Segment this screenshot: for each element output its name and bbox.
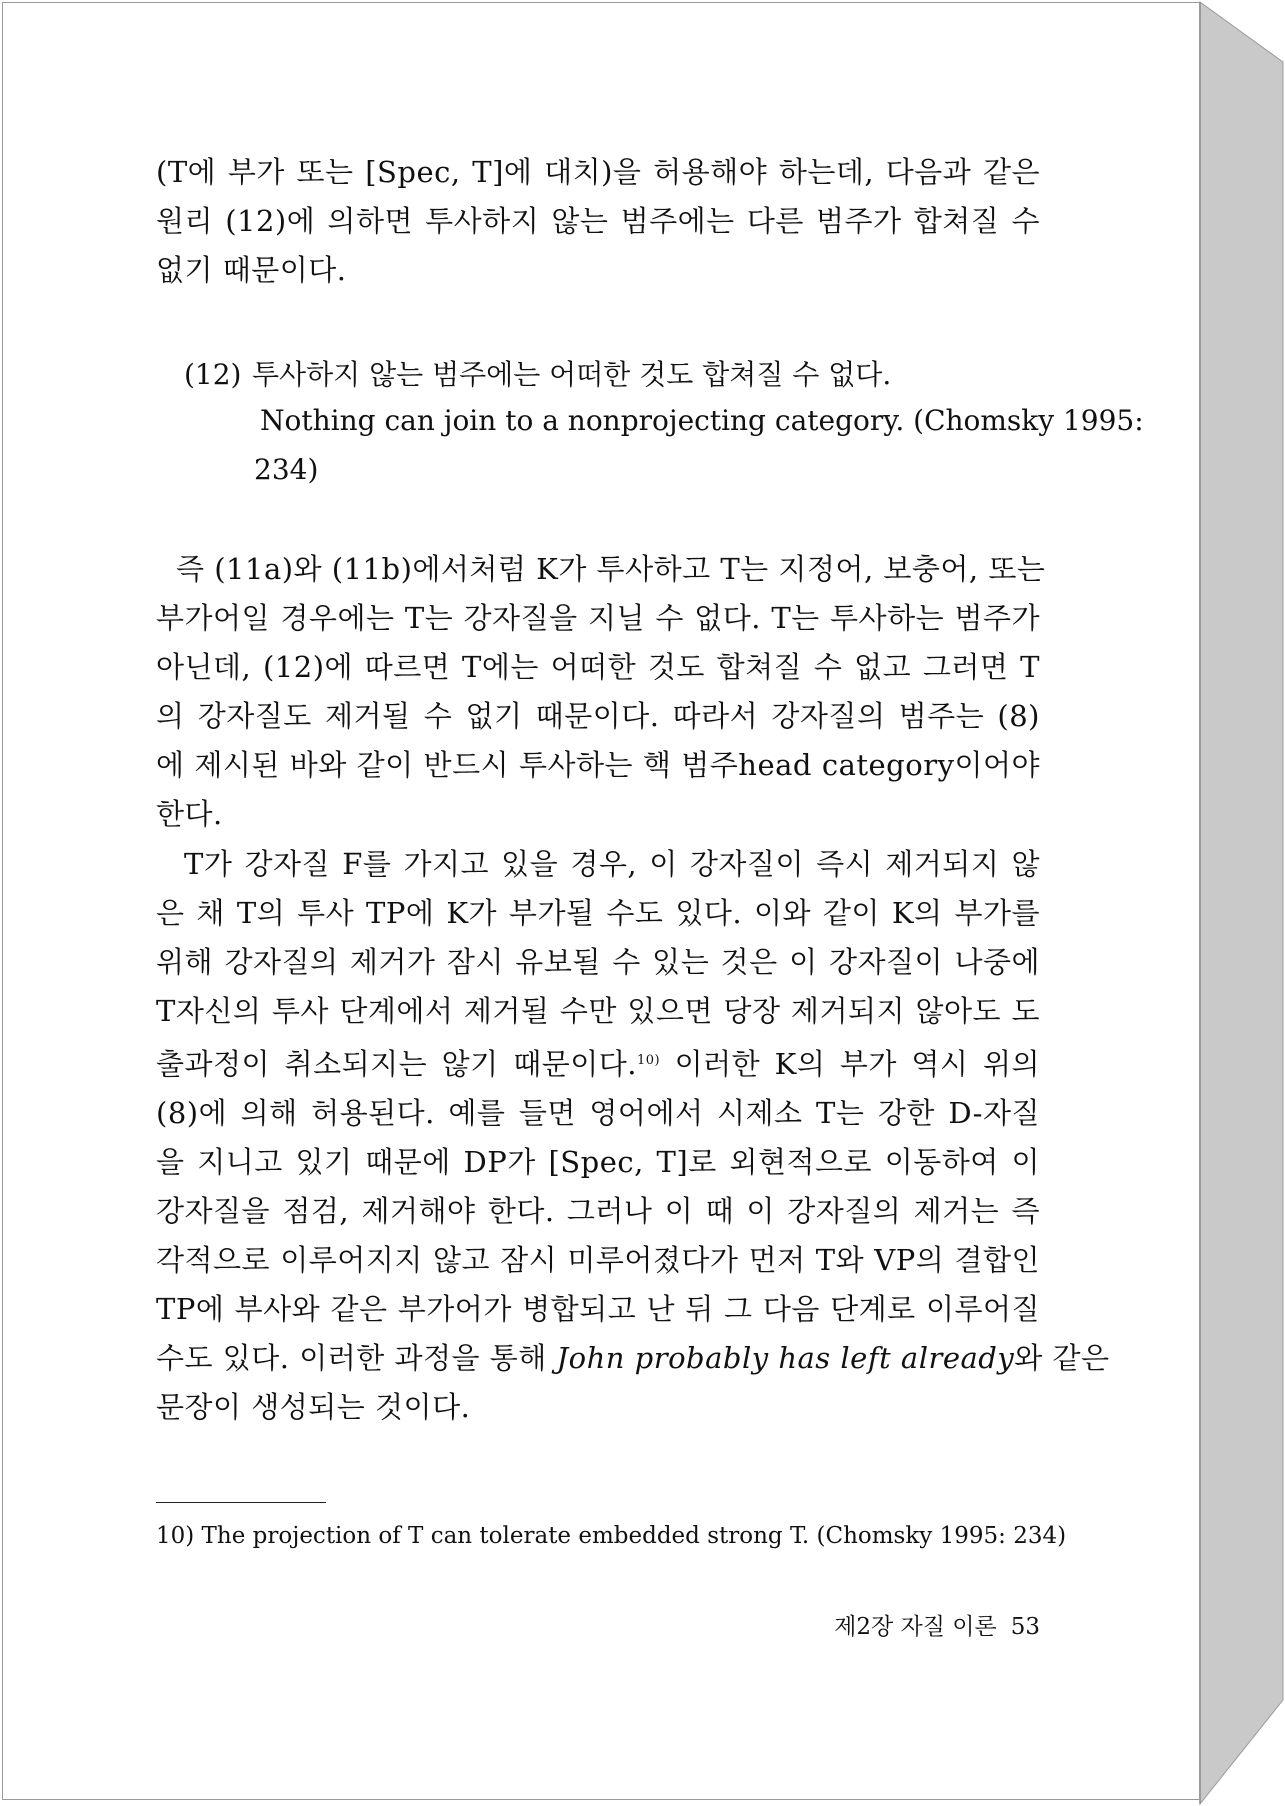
text-line: 을 지니고 있기 때문에 DP가 [Spec, T]로 외현적으로 이동하여 이 <box>156 1145 1040 1179</box>
text-segment: 출과정이 취소되지는 않기 때문이다. <box>156 1047 637 1081</box>
text-line: (8)에 의해 허용된다. 예를 들면 영어에서 시제소 T는 강한 D-자질 <box>156 1096 1040 1130</box>
running-footer <box>834 1612 1040 1642</box>
text-segment: 와 같은 <box>1014 1341 1110 1375</box>
page-number: 53 <box>1010 1614 1040 1640</box>
text-line: 각적으로 이루어지지 않고 잠시 미루어졌다가 먼저 T와 VP의 결합인 <box>156 1243 1040 1277</box>
footnote: 10) The projection of T can tolerate embedded strong T. (Chomsky 1995: 234) <box>156 1523 1067 1549</box>
text-line: (T에 부가 또는 [Spec, T]에 대치)을 허용해야 하는데, 다음과 같은 <box>156 155 1040 189</box>
text-segment: 수도 있다. 이러한 과정을 통해 <box>156 1341 547 1375</box>
paragraph-3 <box>156 840 1110 1432</box>
footnote-rule <box>156 1502 326 1503</box>
paragraph-2 <box>156 545 1046 839</box>
example-english-line: 234) <box>254 453 319 486</box>
text-segment: 이러한 K의 부가 역시 위의 <box>674 1047 1040 1081</box>
text-line: 없기 때문이다. <box>156 253 347 287</box>
text-line: 은 채 T의 투사 TP에 K가 부가될 수도 있다. 이와 같이 K의 부가를 <box>156 896 1040 930</box>
text-line: 에 제시된 바와 같이 반드시 투사하는 핵 범주head category이어야 <box>156 748 1040 782</box>
text-line: 아닌데, (12)에 따르면 T에는 어떠한 것도 합쳐질 수 없고 그러면 T <box>156 650 1040 684</box>
example-english-line: Nothing can join to a nonprojecting category. (Chomsky 1995: <box>260 404 1144 437</box>
text-line-with-footnote <box>156 1036 1040 1089</box>
text-line: 부가어일 경우에는 T는 강자질을 지닐 수 없다. T는 투사하는 범주가 <box>156 601 1040 635</box>
text-line: TP에 부사와 같은 부가어가 병합되고 난 뒤 그 다음 단계로 이루어질 <box>156 1292 1040 1326</box>
text-line: 한다. <box>156 797 223 831</box>
page-side-edge <box>1200 2 1283 1804</box>
footnote-marker: 10) <box>636 1053 661 1068</box>
text-line: T가 강자질 F를 가지고 있을 경우, 이 강자질이 즉시 제거되지 않 <box>184 847 1040 881</box>
text-line: 즉 (11a)와 (11b)에서처럼 K가 투사하고 T는 지정어, 보충어, 또는 <box>176 552 1046 586</box>
text-line: 원리 (12)에 의하면 투사하지 않는 범주에는 다른 범주가 합쳐질 수 <box>156 204 1040 238</box>
text-line: 강자질을 점검, 제거해야 한다. 그러나 이 때 이 강자질의 제거는 즉 <box>156 1194 1040 1228</box>
example-number: (12) <box>184 358 242 391</box>
example-korean: 투사하지 않는 범주에는 어떠한 것도 합쳐질 수 없다. <box>252 358 892 391</box>
chapter-title: 제2장 자질 이론 <box>834 1614 997 1640</box>
text-line: 위해 강자질의 제거가 잠시 유보될 수 있는 것은 이 강자질이 나중에 <box>156 945 1040 979</box>
paragraph-1 <box>156 148 1040 295</box>
text-line-with-italic <box>156 1334 1110 1383</box>
text-line: T자신의 투사 단계에서 제거될 수만 있으면 당장 제거되지 않아도 도 <box>156 994 1040 1028</box>
text-line: 문장이 생성되는 것이다. <box>156 1390 471 1424</box>
italic-example-sentence: John probably has left already <box>556 1341 1015 1375</box>
text-line: 의 강자질도 제거될 수 없기 때문이다. 따라서 강자질의 범주는 (8) <box>156 699 1040 733</box>
